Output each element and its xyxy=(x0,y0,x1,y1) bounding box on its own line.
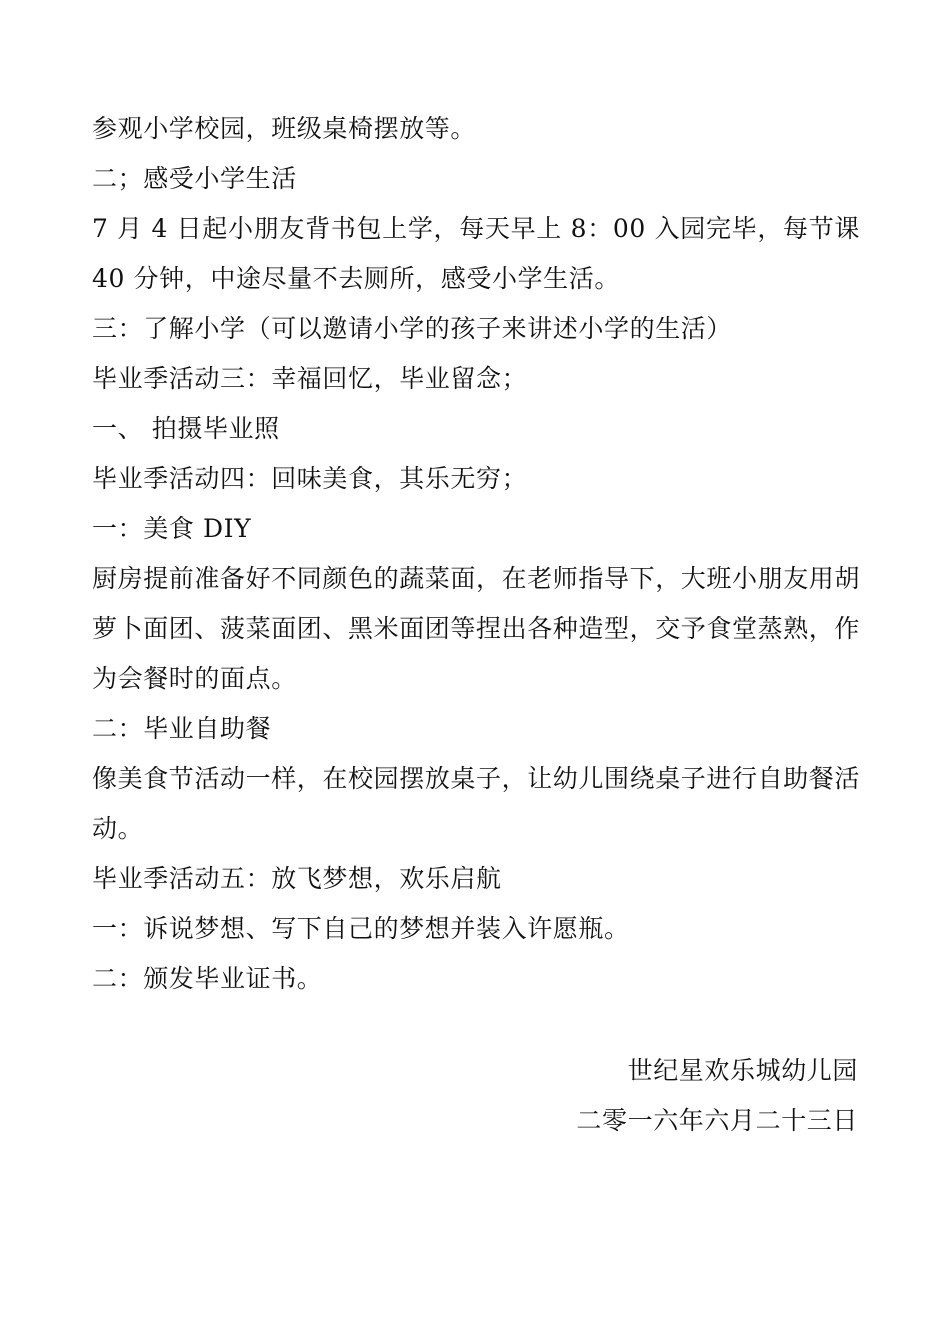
activity-heading: 毕业季活动五：放飞梦想，欢乐启航 xyxy=(92,864,502,893)
section-heading: 三：了解小学（可以邀请小学的孩子来讲述小学的生活） xyxy=(92,314,733,343)
signature-organization: 世纪星欢乐城幼儿园 xyxy=(627,1056,858,1085)
section-heading: 一、 拍摄毕业照 xyxy=(92,414,280,443)
activity-heading: 毕业季活动三：幸福回忆，毕业留念； xyxy=(92,364,528,393)
text-line: 参观小学校园，班级桌椅摆放等。 xyxy=(92,114,477,143)
section-heading: 二：颁发毕业证书。 xyxy=(92,964,323,993)
section-heading: 二；感受小学生活 xyxy=(92,164,297,193)
section-heading: 二：毕业自助餐 xyxy=(92,714,272,743)
activity-heading: 毕业季活动四：回味美食，其乐无穷； xyxy=(92,464,528,493)
paragraph: 厨房提前准备好不同颜色的蔬菜面，在老师指导下，大班小朋友用胡萝卜面团、菠菜面团、黑米面团等捏出各种造型，交予食堂蒸熟，作为会餐时的面点。 xyxy=(92,564,861,693)
signature-date: 二零一六年六月二十三日 xyxy=(576,1106,858,1135)
section-heading: 一：美食 DIY xyxy=(92,514,252,543)
document-body xyxy=(92,104,860,1004)
section-heading: 一：诉说梦想、写下自己的梦想并装入许愿瓶。 xyxy=(92,914,630,943)
paragraph: 7 月 4 日起小朋友背书包上学，每天早上 8：00 入园完毕，每节课 40 分钟，中途尽量不去厕所，感受小学生活。 xyxy=(92,214,860,293)
paragraph: 像美食节活动一样，在校园摆放桌子，让幼儿围绕桌子进行自助餐活动。 xyxy=(92,764,861,843)
